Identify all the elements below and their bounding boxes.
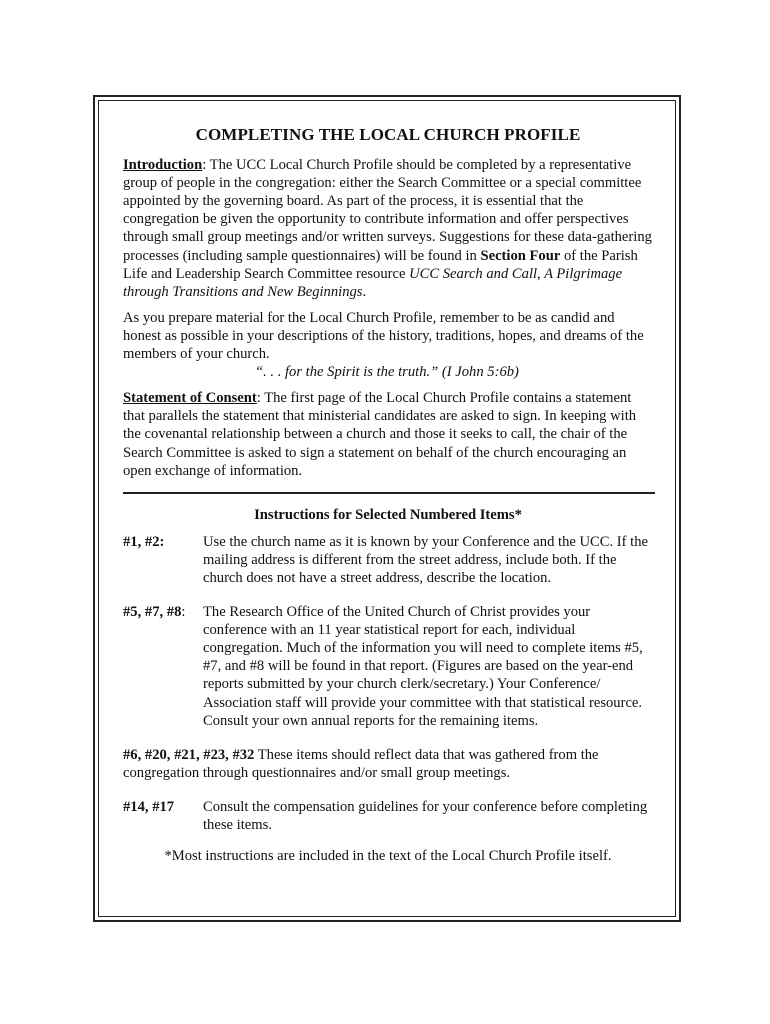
instructions-title: Instructions for Selected Numbered Items* (254, 506, 522, 523)
footnote: *Most instructions are included in the text of the Local Church Profile itself. (164, 848, 612, 865)
item-text: The Research Office of the United Church of Christ provides your conference with an 11 year statistical report for each, individual congregation. Much of the information you will need to complete items #5, #7, and #8 will be found in that report. (Figures are based on the year-end reports submitted by your church clerk/secretary.) Your Conference/ Association staff will provide your committee with that statistical resource. Consult your own annual reports for the remaining items. (203, 604, 643, 729)
prepare-paragraph: As you prepare material for the Local Church Profile, remember to be as candid and honest as possible in your descriptions of the history, traditions, hopes, and dreams of the members of your church. (123, 309, 644, 363)
scripture-quote: “. . . for the Spirit is the truth.” (I John 5:6b) (255, 364, 519, 381)
instruction-item (123, 746, 653, 782)
item-text: Use the church name as it is known by your Conference and the UCC. If the mailing address is different from the street address, include both. If the church does not have a street address, describe the location. (203, 533, 648, 586)
instruction-item (123, 798, 653, 834)
page-title: COMPLETING THE LOCAL CHURCH PROFILE (195, 125, 581, 144)
instruction-item (123, 603, 653, 730)
item-number: #5, #7, #8: (123, 604, 186, 621)
section-divider (123, 492, 655, 494)
item-number: #6, #20, #21, #23, #32 (123, 746, 255, 763)
introduction-label: Introduction (123, 157, 203, 174)
section-four-ref: Section Four (480, 247, 561, 264)
instruction-item (123, 533, 653, 587)
item-text: Consult the compensation guidelines for your conference before completing these items. (203, 798, 648, 833)
document-body (123, 126, 653, 865)
item-text: These items should reflect data that was gathered from the congregation through questionnaires and/or small group meetings. (123, 746, 599, 781)
resource-title: UCC Search and Call, A Pilgrimage through Transitions and New Beginnings (123, 265, 623, 300)
introduction-paragraph: Introduction: The UCC Local Church Profile should be completed by a representative group of people in the congregation: either the Search Committee or a special committee appointed by the governing board. As part of the process, it is essential that the congregation be given the opportunity to contribute information and offer perspectives through small group meetings and/or written surveys. Suggestions for these data-gathering processes (including sample questionnaires) will be found in Section Four of the Parish Life and Leadership Search Committee resource UCC Search and Call, A Pilgrimage through Transitions and New Beginnings. (123, 157, 652, 300)
consent-paragraph: Statement of Consent: The first page of the Local Church Profile contains a statement that parallels the statement that ministerial candidates are asked to sign. In keeping with the covenantal relationship between a church and those it seeks to call, the chair of the Search Committee is asked to sign a statement on behalf of the church encouraging an open exchange of information. (123, 390, 637, 479)
item-number: #1, #2: (123, 533, 165, 550)
consent-label: Statement of Consent (123, 390, 257, 407)
item-number: #14, #17 (123, 798, 175, 815)
